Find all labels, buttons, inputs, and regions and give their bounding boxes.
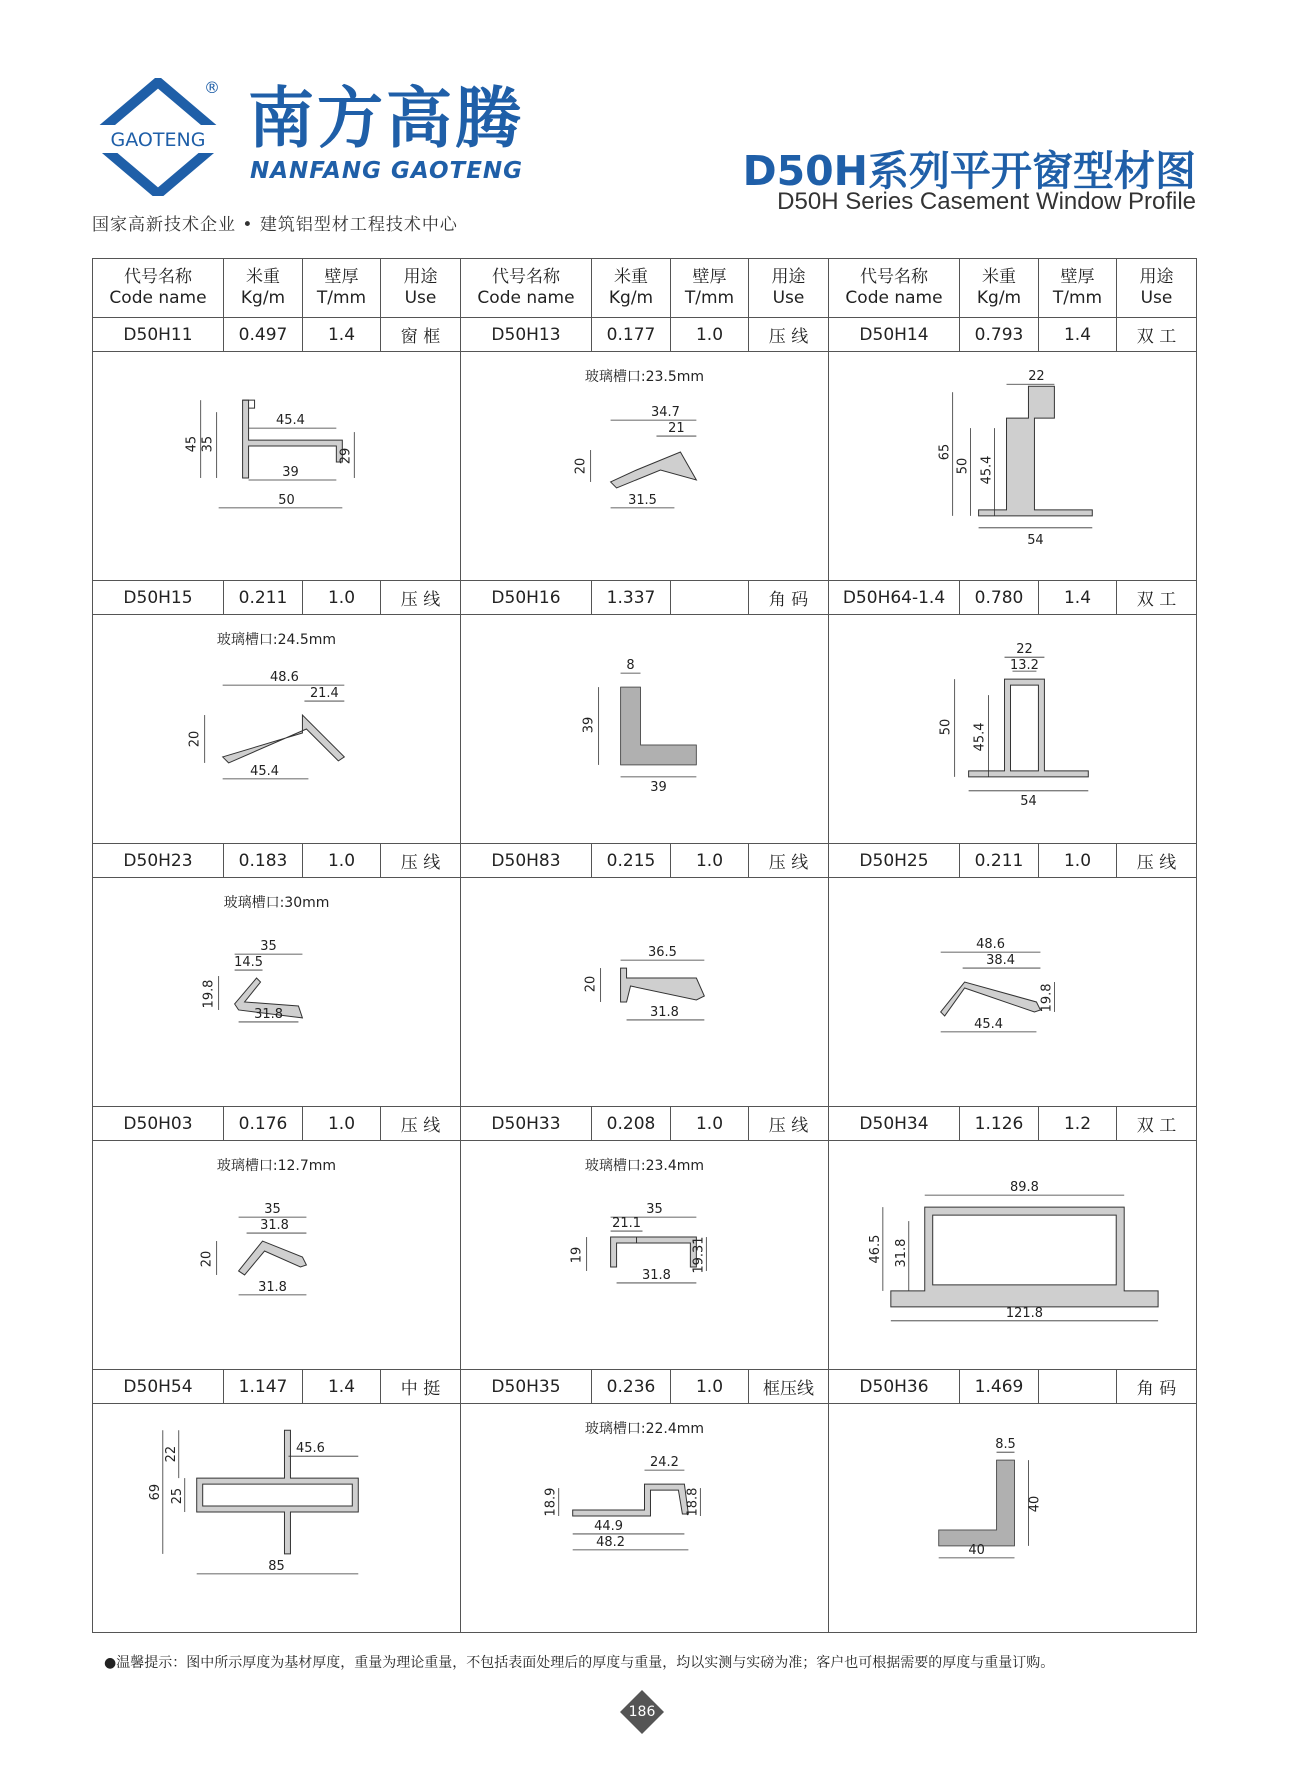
use-cell: 压 线 [381,581,461,615]
dim-label: 20 [573,457,589,475]
dim-label: 19 [569,1246,585,1264]
code-cell: D50H54 [93,1370,224,1404]
profile-drawing-d50h83 [461,878,829,1107]
profile-d50h35-sketch [461,1404,828,1632]
groove-label: 玻璃槽口:23.5mm [584,369,705,385]
profile-drawing-d50h23 [93,878,461,1107]
groove-label: 玻璃槽口:23.4mm [584,1158,705,1174]
table-row [93,581,1197,615]
dim-label: 20 [583,975,599,993]
table-row [93,1107,1197,1141]
dim-label: 13.2 [1010,658,1039,674]
dim-label: 45.4 [979,455,995,485]
dim-label: 85 [268,1558,285,1574]
thickness-cell: 1.4 [303,1370,381,1404]
table-row [93,844,1197,878]
brand-name-en: NANFANG GAOTENG [250,158,524,184]
code-cell: D50H25 [829,844,960,878]
dim-label: 45.4 [250,763,279,779]
registered-mark: ® [204,78,220,97]
weight-cell: 0.236 [592,1370,671,1404]
code-cell: D50H14 [829,318,960,352]
groove-label: 玻璃槽口:24.5mm [216,632,337,648]
use-cell: 压 线 [381,1107,461,1141]
weight-cell: 1.337 [592,581,671,615]
dim-label: 25 [169,1487,185,1505]
profile-drawing-d50h14 [829,352,1197,581]
dim-label: 39 [581,716,597,734]
weight-cell: 0.780 [960,581,1039,615]
thickness-cell: 1.2 [1039,1107,1117,1141]
profile-d50h54-sketch [93,1404,460,1632]
code-cell: D50H64-1.4 [829,581,960,615]
thickness-cell: 1.0 [303,581,381,615]
thickness-cell [1039,1370,1117,1404]
dim-label: 31.8 [650,1004,679,1020]
dim-label: 50 [955,457,971,475]
header-code: 代号名称 Code name [93,259,224,318]
dim-label: 35 [200,435,216,453]
header-code: 代号名称 Code name [461,259,592,318]
groove-label: 玻璃槽口:12.7mm [216,1158,337,1174]
dim-label: 39 [650,779,667,795]
code-cell: D50H13 [461,318,592,352]
dim-label: 45.4 [974,1016,1003,1032]
code-cell: D50H23 [93,844,224,878]
code-cell: D50H34 [829,1107,960,1141]
use-cell: 双 工 [1117,1107,1197,1141]
dim-label: 54 [1027,532,1044,548]
dim-label: 69 [147,1483,163,1501]
use-cell: 双 工 [1117,318,1197,352]
profile-d50h11-sketch [93,352,460,580]
drawing-row [93,1404,1197,1633]
profile-d50h83-sketch [461,878,828,1106]
header-use: 用途 Use [749,259,829,318]
drawing-row [93,352,1197,581]
dim-label: 14.5 [234,955,263,971]
dim-label: 48.6 [976,937,1005,953]
profile-d50h15-sketch [93,615,460,843]
dim-label: 20 [199,1250,215,1268]
dim-label: 29 [338,447,354,465]
profile-drawing-d50h33 [461,1141,829,1370]
drawing-row [93,615,1197,844]
code-cell: D50H83 [461,844,592,878]
header-weight: 米重 Kg/m [592,259,671,318]
profile-drawing-d50h16 [461,615,829,844]
dim-label: 35 [260,939,277,955]
page-subtitle: D50H Series Casement Window Profile [777,188,1196,215]
profile-d50h64-sketch [829,615,1196,843]
code-cell: D50H15 [93,581,224,615]
dim-label: 48.6 [270,670,299,686]
weight-cell: 0.183 [224,844,303,878]
dim-label: 22 [1016,642,1033,658]
use-cell: 角 码 [749,581,829,615]
profile-drawing-d50h13 [461,352,829,581]
dim-label: 21.1 [612,1216,641,1232]
dim-label: 8.5 [995,1437,1016,1453]
dim-label: 45 [184,435,200,453]
header-code: 代号名称 Code name [829,259,960,318]
weight-cell: 0.215 [592,844,671,878]
dim-label: 31.5 [628,492,657,508]
table-header [93,259,1197,318]
use-cell: 压 线 [381,844,461,878]
dim-label: 21.4 [309,686,339,702]
dim-label: 89.8 [1010,1180,1039,1196]
dim-label: 45.4 [972,722,988,752]
thickness-cell: 1.4 [1039,318,1117,352]
dim-label: 19.8 [1039,983,1055,1013]
weight-cell: 0.177 [592,318,671,352]
profile-d50h14-sketch [829,352,1196,580]
drawing-row [93,1141,1197,1370]
dim-label: 121.8 [1005,1305,1044,1321]
company-tagline: 国家高新技术企业 • 建筑铝型材工程技术中心 [92,215,458,235]
header-thickness: 壁厚 T/mm [303,259,381,318]
profile-drawing-d50h54 [93,1404,461,1633]
dim-label: 31.8 [893,1238,909,1268]
thickness-cell: 1.0 [671,844,749,878]
header-thickness: 壁厚 T/mm [1039,259,1117,318]
dim-label: 19.8 [201,979,217,1009]
thickness-cell: 1.0 [671,318,749,352]
header-use: 用途 Use [1117,259,1197,318]
dim-label: 50 [278,492,295,508]
dim-label: 35 [646,1202,663,1218]
profile-drawing-d50h36 [829,1404,1197,1633]
dim-label: 24.2 [650,1455,679,1471]
code-cell: D50H36 [829,1370,960,1404]
table-row [93,318,1197,352]
dim-label: 22 [163,1445,179,1463]
code-cell: D50H03 [93,1107,224,1141]
dim-label: 21 [668,421,685,437]
header-use: 用途 Use [381,259,461,318]
dim-label: 34.7 [651,405,680,421]
dim-label: 18.8 [685,1487,701,1517]
dim-label: 31.8 [258,1279,287,1295]
footer-note: ●温馨提示：图中所示厚度为基材厚度，重量为理论重量，不包括表面处理后的厚度与重量，均以实测与实磅为准；客户也可根据需要的厚度与重量订购。 [104,1655,1055,1671]
weight-cell: 0.208 [592,1107,671,1141]
profile-d50h25-sketch [829,878,1196,1106]
weight-cell: 1.147 [224,1370,303,1404]
profile-drawing-d50h64 [829,615,1197,844]
weight-cell: 0.176 [224,1107,303,1141]
dim-label: 36.5 [648,945,677,961]
code-cell: D50H35 [461,1370,592,1404]
dim-label: 48.2 [596,1534,626,1550]
dim-label: 40 [968,1542,985,1558]
logo-text: GAOTENG [110,129,206,151]
use-cell: 压 线 [749,318,829,352]
table-row [93,1370,1197,1404]
use-cell: 框压线 [749,1370,829,1404]
profile-d50h03-sketch [93,1141,460,1369]
dim-label: 44.9 [594,1518,624,1534]
thickness-cell [671,581,749,615]
dim-label: 31.8 [254,1006,283,1022]
thickness-cell: 1.0 [671,1107,749,1141]
dim-label: 38.4 [986,953,1015,969]
dim-label: 46.5 [867,1234,883,1264]
weight-cell: 0.497 [224,318,303,352]
profile-drawing-d50h25 [829,878,1197,1107]
dim-label: 31.8 [642,1267,671,1283]
profile-d50h33-sketch [461,1141,828,1369]
dim-label: 35 [264,1202,281,1218]
use-cell: 压 线 [749,1107,829,1141]
thickness-cell: 1.4 [303,318,381,352]
dim-label: 20 [187,730,203,748]
dim-label: 39 [282,464,299,480]
dim-label: 22 [1028,369,1045,385]
dim-label: 18.9 [543,1487,559,1517]
profile-table [92,258,1197,1633]
profile-drawing-d50h35 [461,1404,829,1633]
page-number-badge [620,1690,664,1734]
profile-d50h16-sketch [461,615,828,843]
profile-drawing-d50h15 [93,615,461,844]
use-cell: 中 挺 [381,1370,461,1404]
dim-label: 45.6 [295,1441,325,1457]
groove-label: 玻璃槽口:22.4mm [584,1421,705,1437]
thickness-cell: 1.4 [1039,581,1117,615]
thickness-cell: 1.0 [303,844,381,878]
profile-drawing-d50h34 [829,1141,1197,1370]
header-weight: 米重 Kg/m [960,259,1039,318]
weight-cell: 0.793 [960,318,1039,352]
dim-label: 40 [1027,1495,1043,1513]
groove-label: 玻璃槽口:30mm [223,895,330,911]
use-cell: 角 码 [1117,1370,1197,1404]
profile-drawing-d50h11 [93,352,461,581]
weight-cell: 1.126 [960,1107,1039,1141]
thickness-cell: 1.0 [1039,844,1117,878]
code-cell: D50H33 [461,1107,592,1141]
dim-label: 31.8 [260,1218,289,1234]
page-number: 186 [628,1704,656,1720]
code-cell: D50H11 [93,318,224,352]
profile-d50h13-sketch [461,352,828,580]
profile-d50h23-sketch [93,878,460,1106]
use-cell: 双 工 [1117,581,1197,615]
dim-label: 65 [937,443,953,461]
use-cell: 窗 框 [381,318,461,352]
dim-label: 19.31 [691,1236,707,1274]
dim-label: 8 [626,658,635,674]
profile-d50h34-sketch [829,1141,1196,1369]
brand-name-cn: 南方高腾 [248,80,524,157]
use-cell: 压 线 [749,844,829,878]
dim-label: 50 [938,718,954,736]
thickness-cell: 1.0 [671,1370,749,1404]
header-thickness: 壁厚 T/mm [671,259,749,318]
page-title: D50H系列平开窗型材图 [742,147,1196,195]
profile-drawing-d50h03 [93,1141,461,1370]
drawing-row [93,878,1197,1107]
code-cell: D50H16 [461,581,592,615]
dim-label: 45.4 [276,413,305,429]
weight-cell: 1.469 [960,1370,1039,1404]
weight-cell: 0.211 [960,844,1039,878]
dim-label: 54 [1020,793,1037,809]
profile-d50h36-sketch [829,1404,1196,1632]
weight-cell: 0.211 [224,581,303,615]
header-weight: 米重 Kg/m [224,259,303,318]
use-cell: 压 线 [1117,844,1197,878]
thickness-cell: 1.0 [303,1107,381,1141]
